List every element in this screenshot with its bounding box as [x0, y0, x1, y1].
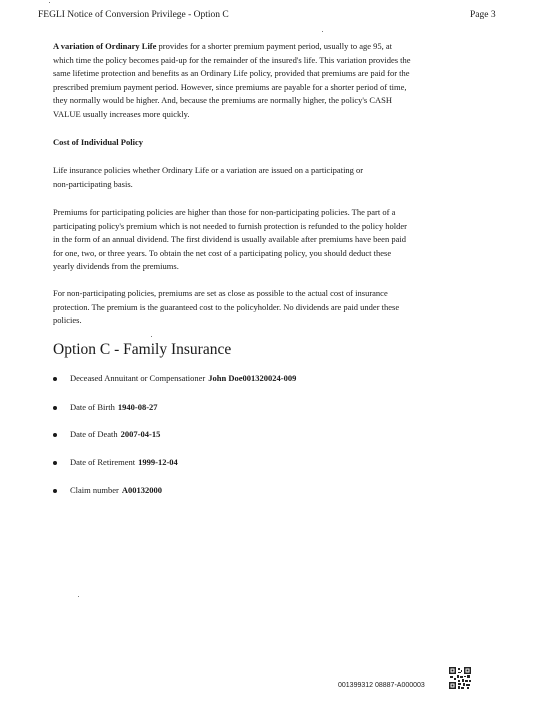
nonparticipating-paragraph	[53, 287, 483, 328]
detail-value: A00132000	[121, 485, 163, 495]
detail-item-death	[53, 429, 160, 439]
bullet-icon	[53, 461, 57, 465]
scan-speck	[49, 2, 50, 3]
scan-speck	[322, 31, 323, 32]
types-paragraph	[53, 164, 483, 191]
detail-item-retirement	[53, 457, 178, 467]
intro-line-3: same lifetime protection and benefits as an Ordinary Life policy, provided that premiums are paid for the	[53, 68, 410, 78]
scan-speck	[151, 336, 152, 337]
header-title: FEGLI Notice of Conversion Privilege - Option C	[38, 10, 229, 20]
types-line-2: non-participating basis.	[53, 178, 133, 189]
participating-line-3: in the form of an annual dividend. The first dividend is usually available after premiums have been paid	[53, 234, 406, 244]
bullet-icon	[53, 406, 57, 410]
participating-paragraph	[53, 206, 483, 274]
intro-paragraph	[53, 40, 483, 121]
scan-speck	[78, 596, 79, 597]
participating-line-4: for one, two, or three years. To obtain the net cost of a participating policy, you should deduct these	[53, 247, 392, 258]
intro-line-6: VALUE usually increases more quickly.	[53, 108, 190, 119]
bullet-icon	[53, 433, 57, 437]
document-code: 001399312 08887-A000003	[338, 682, 425, 689]
participating-line-2: participating policy's premium which is not needed to furnish protection is refunded to the policy holder	[53, 220, 407, 231]
participating-line-5: yearly dividends from the premiums.	[53, 261, 179, 271]
intro-line-1-text: provides for a shorter premium payment period, usually to age 95, at	[158, 41, 392, 51]
cost-heading: Cost of Individual Policy	[53, 137, 143, 147]
nonparticipating-line-3: policies.	[53, 315, 82, 325]
nonparticipating-line-2: protection. The premium is the guaranteed cost to the policyholder. No dividends are paid under these	[53, 301, 400, 312]
detail-value: John Doe001320024-009	[208, 373, 297, 383]
participating-line-1: Premiums for participating policies are higher than those for non-participating policies. The part of a	[53, 207, 396, 217]
intro-line-4: prescribed premium payment period. However, since premiums are payable for a shorter period of time,	[53, 81, 407, 92]
detail-value: 1999-12-04	[138, 457, 178, 467]
intro-lead: A variation of Ordinary Life	[53, 41, 157, 51]
intro-line-1	[53, 40, 483, 54]
intro-line-2: which time the policy becomes paid-up for the remainder of the insured's life. This variation provides the	[53, 54, 411, 65]
detail-item-deceased	[53, 373, 296, 383]
detail-label: Date of Birth	[70, 402, 115, 412]
bullet-icon	[53, 489, 57, 493]
detail-item-birth	[53, 402, 158, 412]
bullet-icon	[53, 377, 57, 381]
qr-code-icon	[449, 667, 471, 689]
detail-label: Date of Death	[70, 429, 118, 439]
detail-label: Deceased Annuitant or Compensationer	[70, 373, 206, 383]
intro-line-5: they normally would be higher. And, because the premiums are normally higher, the policy's CASH	[53, 95, 392, 105]
nonparticipating-line-1: For non-participating policies, premiums are set as close as possible to the actual cost of insurance	[53, 288, 388, 298]
detail-label: Claim number	[70, 485, 119, 495]
detail-item-claim	[53, 485, 162, 495]
detail-value: 1940-08-27	[117, 402, 158, 412]
page-number: Page 3	[470, 10, 496, 20]
types-line-1: Life insurance policies whether Ordinary Life or a variation are issued on a participating or	[53, 165, 364, 175]
section-title: Option C - Family Insurance	[53, 341, 232, 358]
detail-label: Date of Retirement	[70, 457, 136, 467]
detail-value: 2007-04-15	[120, 429, 161, 439]
